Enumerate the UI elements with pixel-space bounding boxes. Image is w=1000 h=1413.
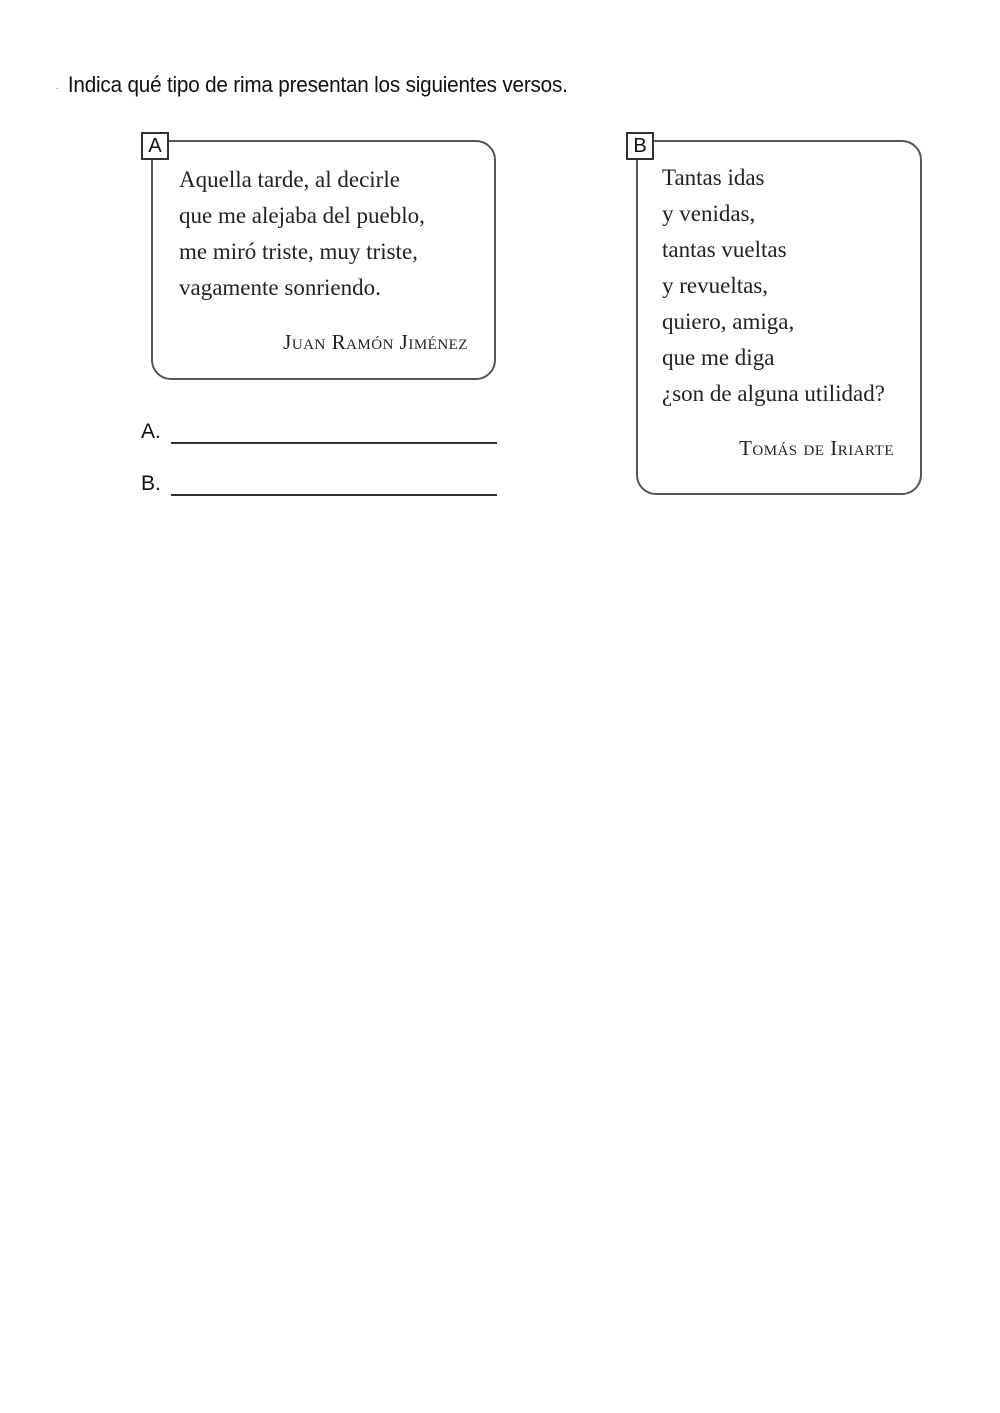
verse-line: que me diga: [662, 345, 775, 370]
poem-box-a: [148, 135, 496, 380]
answer-input-b[interactable]: [171, 474, 497, 496]
verse-line: quiero, amiga,: [662, 309, 795, 334]
instruction-text: Indica qué tipo de rima presentan los siguientes versos.: [67, 72, 568, 97]
poem-verses-a: [179, 162, 425, 306]
verse-line: me miró triste, muy triste,: [179, 239, 418, 264]
instruction-heading: [56, 72, 568, 98]
verse-line: y revueltas,: [662, 273, 769, 298]
poem-author-b: Tomás de Iriarte: [739, 436, 894, 460]
verse-line: y venidas,: [662, 201, 756, 226]
verse-line: vagamente sonriendo.: [179, 275, 381, 300]
poem-tag-a: A: [141, 132, 169, 160]
verse-line: que me alejaba del pueblo,: [179, 203, 425, 228]
answer-row-a: [141, 420, 497, 444]
poem-tag-b: B: [626, 132, 654, 160]
poem-box-b: [633, 135, 922, 495]
answer-label-a: A.: [141, 420, 161, 443]
verse-line: ¿son de alguna utilidad?: [662, 381, 885, 406]
verse-line: tantas vueltas: [662, 237, 787, 262]
answer-row-b: [141, 472, 497, 496]
verse-line: Tantas idas: [662, 165, 765, 190]
answer-label-b: B.: [141, 472, 161, 495]
poem-author-a: Juan Ramón Jiménez: [283, 330, 468, 354]
poem-verses-b: [662, 160, 885, 412]
answer-input-a[interactable]: [171, 422, 497, 444]
instruction-bullet: .: [56, 80, 59, 92]
verse-line: Aquella tarde, al decirle: [179, 167, 400, 192]
